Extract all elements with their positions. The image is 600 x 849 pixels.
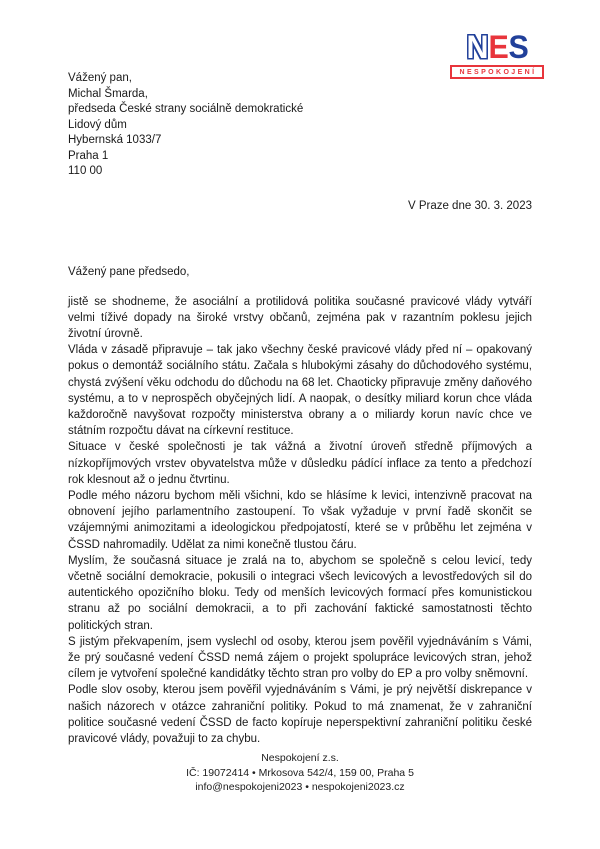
recipient-line: Praha 1 <box>68 149 109 162</box>
recipient-address <box>68 0 532 180</box>
recipient-line: Vážený pan, <box>68 72 132 84</box>
salutation: Vážený pane předsedo, <box>68 265 190 278</box>
recipient-line: Michal Šmarda, <box>68 87 148 100</box>
footer-contact-line: info@nespokojeni2023 • nespokojeni2023.cz <box>195 781 405 794</box>
body-paragraph: jistě se shodneme, že asociální a protilidová politika současné pravicové vlády vytváří velmi tíživé dopady na široké vrstvy občanů, zejména pak v razantním poklesu jejich životní úrovně. <box>68 295 532 340</box>
recipient-line: předseda České strany sociálně demokratické <box>68 103 304 115</box>
recipient-line: 110 00 <box>68 165 103 177</box>
footer-address-line: IČ: 19072414 • Mrkosova 542/4, 159 00, Praha 5 <box>186 766 414 779</box>
recipient-line: Hybernská 1033/7 <box>68 134 162 146</box>
body-paragraph: Vláda v zásadě připravuje – tak jako všechny české pravicové vlády před ní – opakovaný pokus o demontáž sociálního státu. Začala s hlubokými zásahy do důchodového systému, chystá zvýšení věku odchodu do důchodu na 68 let. Chaoticky připravuje změny daňového systému, a to v neprospěch obyčejných lidí. A naopak, o desítky miliard korun chce vláda každoročně navyšovat rozpočty ministerstva obrany a o miliardy korun navíc chce ve státním rozpočtu dávat na církevní restituce. <box>68 344 532 438</box>
logo-banner-nespokojeni: NESPOKOJENÍ <box>450 65 544 79</box>
letter-footer <box>68 751 532 795</box>
body-paragraph: Podle mého názoru bychom měli všichni, kdo se hlásíme k levici, intenzivně pracovat na obnovení jejího parlamentního zastoupení. To však vyžaduje v první řadě skončit se vzájemnými animozitami a ideologickou předpojatostí, které se v průběhu let zejména v ČSSD nahromadily. Udělat za nimi konečně tlustou čáru. <box>68 489 532 551</box>
nes-logo-wordmark <box>450 31 544 63</box>
date-line: V Praze dne 30. 3. 2023 <box>407 199 532 212</box>
recipient-line: Lidový dům <box>68 118 127 131</box>
body-paragraph: Myslím, že současná situace je zralá na to, abychom se společně s celou levicí, tedy včetně sociální demokracie, pokusili o integraci všech levicových a levostředových sil do autentického opozičního bloku. Tedy od menších levicových formací přes komunistickou stranu až po sociální demokracii, a to při zachování faktické samostatnosti těchto politických stran. <box>68 554 532 632</box>
logo-letter-n: N <box>466 29 488 65</box>
body-paragraph: Podle slov osoby, kterou jsem pověřil vyjednáváním s Vámi, je prý největší diskrepance v našich názorech v otázce zahraniční politiky. Pokud to má znamenat, že v zahraniční politice současné vedení ČSSD de facto kopíruje neperspektivní zahraniční politiku české pravicové vlády, považuji to za chybu. <box>68 684 532 745</box>
letter-body <box>68 294 532 748</box>
logo-letter-e: E <box>488 29 508 65</box>
footer-org-name: Nespokojení z.s. <box>261 752 339 765</box>
body-paragraph: S jistým překvapením, jsem vyslechl od osoby, kterou jsem pověřil vyjednáváním s Vámi, že prý současné vedení ČSSD nemá zájem o projekt spolupráce levicových stran, jehož cílem je vytvoření společné kandidátky těchto stran pro volby do EP a pro volby sněmovní. <box>68 635 532 681</box>
body-paragraph: Situace v české společnosti je tak vážná a životní úroveň středně příjmových a nízkopříjmových vrstev obyvatelstva může v důsledku pádící inflace za tento a předchozí rok klesnout až o jednu čtvrtinu. <box>68 441 532 486</box>
logo-letter-s: S <box>508 29 528 65</box>
nes-logo <box>450 31 544 79</box>
